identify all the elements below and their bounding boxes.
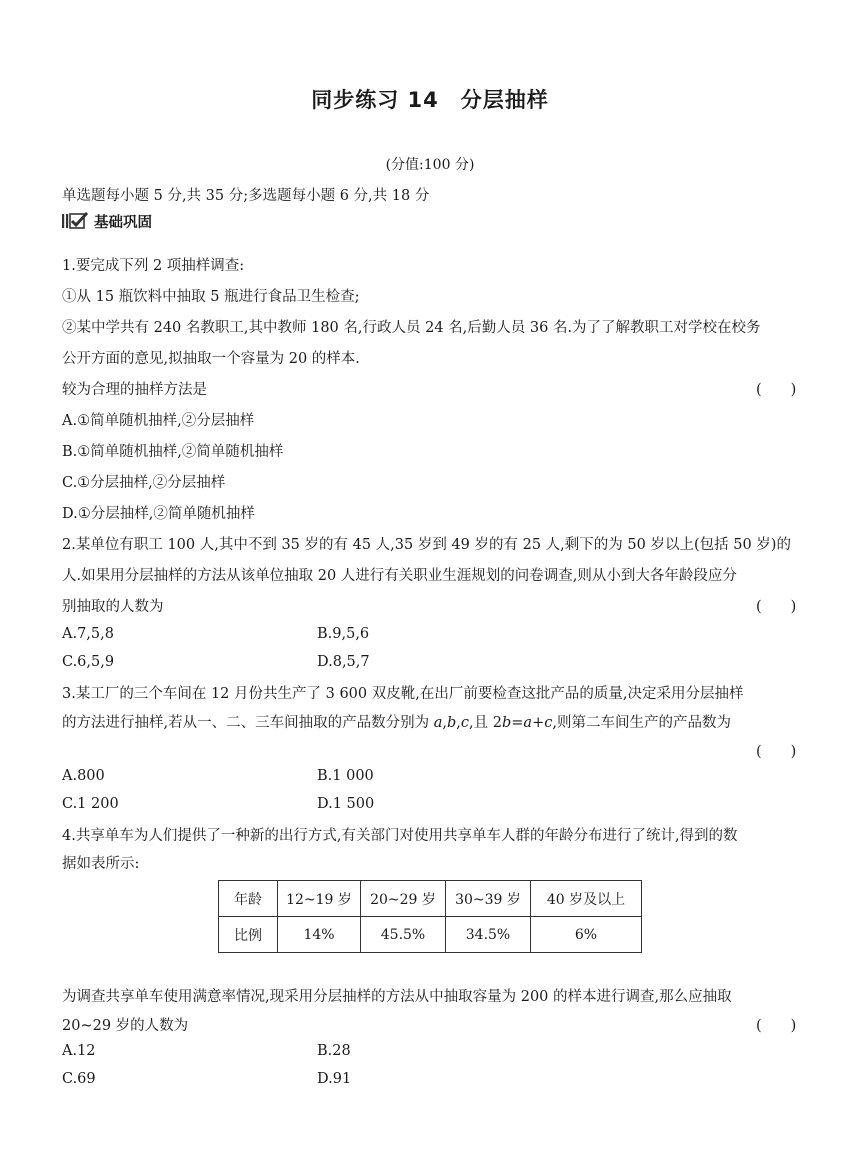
q3-eq-b: b [501, 715, 512, 731]
table-row [219, 917, 642, 953]
q3-comma-1: , [442, 715, 447, 731]
q1-item-1: ①从 15 瓶饮料中抽取 5 瓶进行食品卫生检查; [62, 289, 360, 305]
q3-option-a: A.800 [62, 768, 105, 784]
q2-answer-blank[interactable]: ( ) [756, 599, 797, 615]
q1-answer-blank[interactable]: ( ) [756, 382, 797, 398]
q3-eq-c: c [544, 715, 553, 731]
table-cell: 比例 [219, 917, 278, 953]
q3-text-pre: 的方法进行抽样,若从一、二、三车间抽取的产品数分别为 [62, 715, 434, 731]
q2-line-2: 人.如果用分层抽样的方法从该单位抽取 20 人进行有关职业生涯规划的问卷调查,则从小到大各年龄段应分 [62, 568, 737, 584]
q3-option-d: D.1 500 [317, 796, 375, 812]
score-note: (分值:100 分) [385, 157, 475, 173]
q2-line-1: 2.某单位有职工 100 人,其中不到 35 岁的有 45 人,35 岁到 49 岁的有 25 人,剩下的为 50 岁以上(包括 50 岁)的 [62, 537, 791, 553]
q4-line-1: 4.共享单车为人们提供了一种新的出行方式,有关部门对使用共享单车人群的年龄分布进行了统计,得到的数 [62, 828, 738, 844]
q2-option-a: A.7,5,8 [62, 626, 114, 642]
q3-plus: + [532, 715, 545, 731]
q2-option-d: D.8,5,7 [317, 654, 370, 670]
q3-line-2 [62, 711, 731, 732]
table-cell: 年龄 [219, 881, 278, 917]
table-cell: 34.5% [446, 917, 531, 953]
table-cell: 12~19 岁 [278, 881, 361, 917]
age-distribution-table [218, 880, 642, 953]
q3-eq-a: a [523, 715, 533, 731]
q1-option-c: C.①分层抽样,②分层抽样 [62, 475, 226, 491]
table-cell: 40 岁及以上 [531, 881, 642, 917]
section-heading [62, 210, 152, 232]
q3-var-a: a [433, 715, 443, 731]
section-label: 基础巩固 [94, 214, 152, 231]
q4-answer-blank[interactable]: ( ) [756, 1018, 797, 1034]
table-cell: 6% [531, 917, 642, 953]
table-cell: 30~39 岁 [446, 881, 531, 917]
q1-option-d: D.①分层抽样,②简单随机抽样 [62, 506, 255, 522]
q3-text-post: ,则第二车间生产的产品数为 [552, 715, 731, 731]
q3-line-1: 3.某工厂的三个车间在 12 月份共生产了 3 600 双皮靴,在出厂前要检查这批产品的质量,决定采用分层抽样 [62, 686, 744, 702]
q4-line-3: 为调查共享单车使用满意率情况,现采用分层抽样的方法从中抽取容量为 200 的样本进行调查,那么应抽取 [62, 989, 732, 1005]
q3-eq-sign: = [511, 715, 524, 731]
q4-option-b: B.28 [317, 1043, 351, 1059]
q4-line-4: 20~29 岁的人数为 [62, 1018, 189, 1034]
q3-option-b: B.1 000 [317, 768, 374, 784]
q1-option-a: A.①简单随机抽样,②分层抽样 [62, 413, 255, 429]
q3-var-c: c [460, 715, 470, 731]
q4-line-2: 据如表所示: [62, 856, 140, 872]
scoring-rules: 单选题每小题 5 分,共 35 分;多选题每小题 6 分,共 18 分 [62, 188, 430, 204]
check-box-icon [62, 212, 88, 230]
page-title: 同步练习 14 分层抽样 [311, 88, 549, 112]
q4-option-a: A.12 [62, 1043, 96, 1059]
q1-option-b: B.①简单随机抽样,②简单随机抽样 [62, 444, 284, 460]
q3-comma-2: , [456, 715, 461, 731]
q1-item-2a: ②某中学共有 240 名教职工,其中教师 180 名,行政人员 24 名,后勤人员 36 名.为了了解教职工对学校在校务 [62, 320, 761, 336]
q2-line-3: 别抽取的人数为 [62, 599, 164, 615]
table-cell: 14% [278, 917, 361, 953]
q2-option-b: B.9,5,6 [317, 626, 370, 642]
q1-ask: 较为合理的抽样方法是 [62, 382, 207, 398]
q3-text-mid: ,且 2 [469, 715, 502, 731]
table-header-row [219, 881, 642, 917]
q4-option-d: D.91 [317, 1071, 352, 1087]
q3-var-b: b [446, 715, 457, 731]
q3-answer-blank[interactable]: ( ) [756, 744, 797, 760]
table-cell: 45.5% [361, 917, 446, 953]
q1-stem: 1.要完成下列 2 项抽样调查: [62, 258, 245, 274]
q1-item-2b: 公开方面的意见,拟抽取一个容量为 20 的样本. [62, 351, 360, 367]
q2-option-c: C.6,5,9 [62, 654, 115, 670]
table-cell: 20~29 岁 [361, 881, 446, 917]
q3-option-c: C.1 200 [62, 796, 119, 812]
q4-option-c: C.69 [62, 1071, 96, 1087]
